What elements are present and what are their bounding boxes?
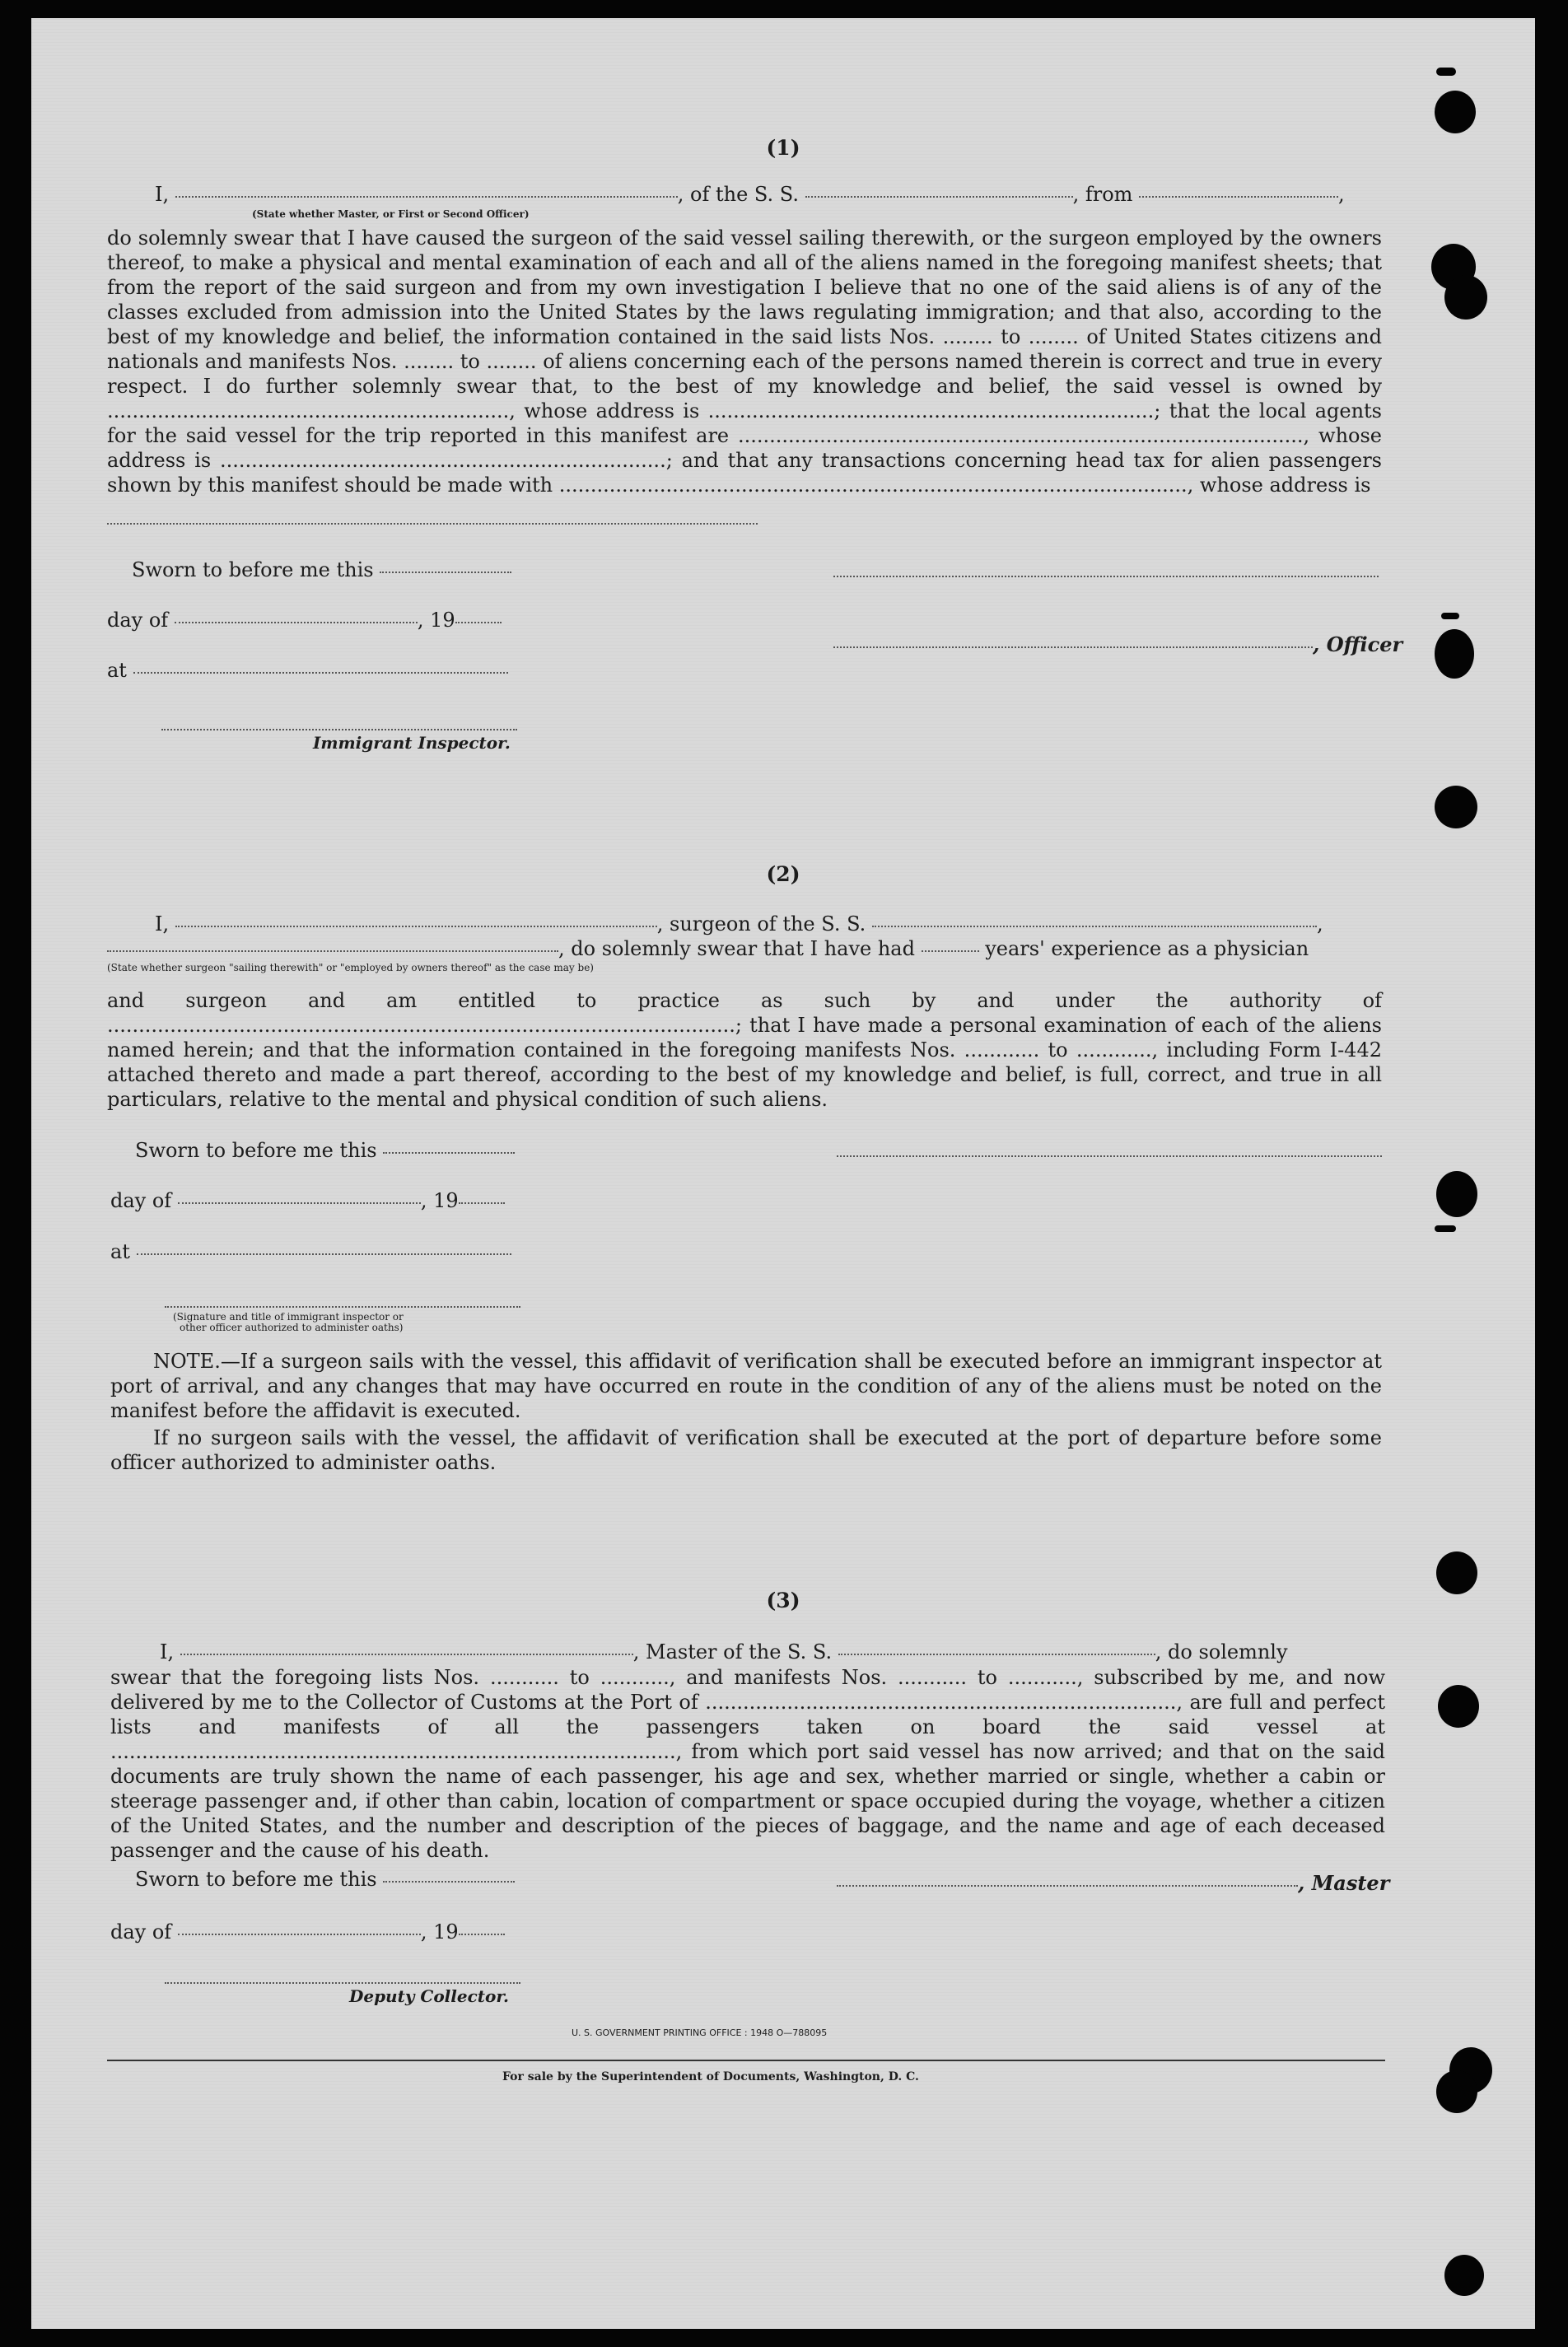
day-month-field[interactable] [175,621,418,623]
deputy-signature-line[interactable] [165,1981,520,1984]
officer-name-field[interactable] [175,195,678,198]
section-3-day: day of , 19 [110,1920,505,1943]
section-1-number: (1) [766,136,800,160]
section-3-number: (3) [766,1589,800,1612]
section-2-at: at [110,1240,511,1263]
officer-signature-field[interactable] [833,646,1313,648]
year-field-2[interactable] [459,1201,505,1204]
sale-line: For sale by the Superintendent of Documents, Washington, D. C. [502,2070,919,2083]
inspector-signature-line[interactable] [161,728,517,730]
note-paragraph-2: If no surgeon sails with the vessel, the affidavit of verification shall be executed at the port of departure before some officer authorized to administer oaths. [110,1426,1382,1474]
section-1-line-1: I, , of the S. S. , from , [155,183,1345,206]
printing-office-line: U. S. GOVERNMENT PRINTING OFFICE : 1948 O—788095 [572,2027,828,2038]
day-month-field-2[interactable] [178,1201,421,1204]
surgeon-vessel-field[interactable] [872,925,1317,927]
of-ss-label: , of the S. S. [677,183,805,206]
punch-hole-icon [1444,2255,1484,2296]
sworn-date-field[interactable] [380,571,511,573]
punch-hole-icon [1436,1171,1477,1217]
punch-mark-icon [1435,1225,1456,1232]
officer-signature-line: , Officer [833,632,1402,656]
master-signature-field[interactable] [837,1884,1298,1887]
section-1-sworn: Sworn to before me this [132,558,511,581]
section-1-at: at [107,659,508,682]
at-place-field-2[interactable] [137,1253,511,1255]
inspector-label: Immigrant Inspector. [313,733,511,753]
sworn-date-field-2[interactable] [383,1151,515,1154]
surgeon-status-field[interactable] [107,950,558,952]
vessel-name-field[interactable] [805,195,1073,198]
punch-hole-icon [1436,1551,1477,1594]
at-place-field[interactable] [133,671,508,674]
from-port-field[interactable] [1139,195,1338,198]
signature-note-2: other officer authorized to administer oaths) [180,1322,404,1333]
punch-hole-icon [1435,786,1477,828]
punch-hole-icon [1438,1685,1479,1728]
punch-hole-icon [1435,629,1474,679]
year-field-3[interactable] [459,1933,505,1935]
officer-signature-line-top[interactable] [833,575,1379,577]
punch-hole-icon [1436,2070,1477,2113]
punch-hole-icon [1435,91,1476,133]
day-month-field-3[interactable] [178,1933,421,1935]
i-label: I, [155,183,175,206]
surgeon-name-field[interactable] [175,925,657,927]
footer-rule [107,2059,1385,2061]
master-signature-line: , Master [837,1871,1389,1895]
year-field[interactable] [455,621,502,623]
surgeon-signature-line[interactable] [837,1155,1382,1157]
section-2-day: day of , 19 [110,1189,505,1212]
section-1-day: day of , 19 [107,609,502,632]
sworn-date-field-3[interactable] [383,1880,515,1883]
punch-hole-icon [1444,275,1487,320]
section-3-body: swear that the foregoing lists Nos. ........... to ..........., and manifests Nos. ........... to ..........., subscribed by me, and now delivered by me to the Collector of Customs at the Port of ..........................................................................., are full and perfect lists and manifests of all the passengers taken on board the said vessel at .........................................................................................., from which port said vessel has now arrived; and that on the said documents are truly shown the name of each passenger, his age and sex, whether married or single, whether a cabin or steerage passenger and, if other than cabin, location of compartment or space occupied during the voyage, whether a citizen of the United States, and the number and description of the pieces of baggage, and the name and age of each deceased passenger and the cause of his death. [110,1666,1385,1862]
master-name-field[interactable] [180,1653,633,1655]
section-2-body: and surgeon and am entitled to practice as such by and under the authority of ....................................................................................................; that I have made a personal examination of each of the aliens named herein; and that the information contained in the foregoing manifests Nos. ............ to ............, including Form I-442 attached thereto and made a part thereof, according to the best of my knowledge and belief, is full, correct, and true in all particulars, relative to the mental and physical condition of such aliens. [107,989,1382,1111]
years-experience-field[interactable] [922,950,979,952]
address-continuation-field[interactable] [107,522,758,525]
section-2-sworn: Sworn to before me this [135,1139,515,1162]
note-paragraph-1: NOTE.—If a surgeon sails with the vessel, this affidavit of verification shall be executed before an immigrant inspector at port of arrival, and any changes that may have occurred en route in the condition of any of the aliens must be noted on the manifest before the affidavit is executed. [110,1350,1382,1422]
officer-note: (State whether Master, or First or Second Officer) [252,208,530,220]
surgeon-note: (State whether surgeon "sailing therewith" or "employed by owners thereof" as the case may be) [107,962,594,973]
signature-note-1: (Signature and title of immigrant inspector or [173,1311,404,1323]
from-label: , from [1072,183,1140,206]
deputy-label: Deputy Collector. [349,1986,510,2006]
punch-mark-icon [1436,68,1456,76]
punch-mark-icon [1441,613,1459,619]
section-1-body: do solemnly swear that I have caused the surgeon of the said vessel sailing therewith, or the surgeon employed by the owners thereof, to make a physical and mental examination of each and all of the aliens named in the foregoing manifest sheets; that from the report of the said surgeon and from my own investigation I believe that no one of the said aliens is of any of the classes excluded from admission into the United States by the laws regulating immigration; and that also, according to the best of my knowledge and belief, the information contained in the said lists Nos. ........ to ........ of United States citizens and nationals and manifests Nos. ........ to ........ of aliens concerning each of the persons named therein is correct and true in every respect. I do further solemnly swear that, to the best of my knowledge and belief, the said vessel is owned by ................................................................, whose address is .......................................................................; that the local agents for the said vessel for the trip reported in this manifest are .........................................................................................., whose address is .......................................................................; and that any transactions concerning head tax for alien passengers shown by this manifest should be made with ...................................................................................................., whose address is [107,226,1382,497]
section-2-number: (2) [766,862,800,886]
form-page [31,18,1535,2329]
master-vessel-field[interactable] [838,1653,1155,1655]
inspector-signature-line-2[interactable] [165,1305,520,1308]
section-2-line-1: I, , surgeon of the S. S. , [155,912,1323,936]
section-3-line-1: I, , Master of the S. S. , do solemnly [160,1640,1288,1663]
section-2-line-2: , do solemnly swear that I have had years' experience as a physician [107,937,1309,960]
section-3-sworn: Sworn to before me this [135,1868,515,1891]
